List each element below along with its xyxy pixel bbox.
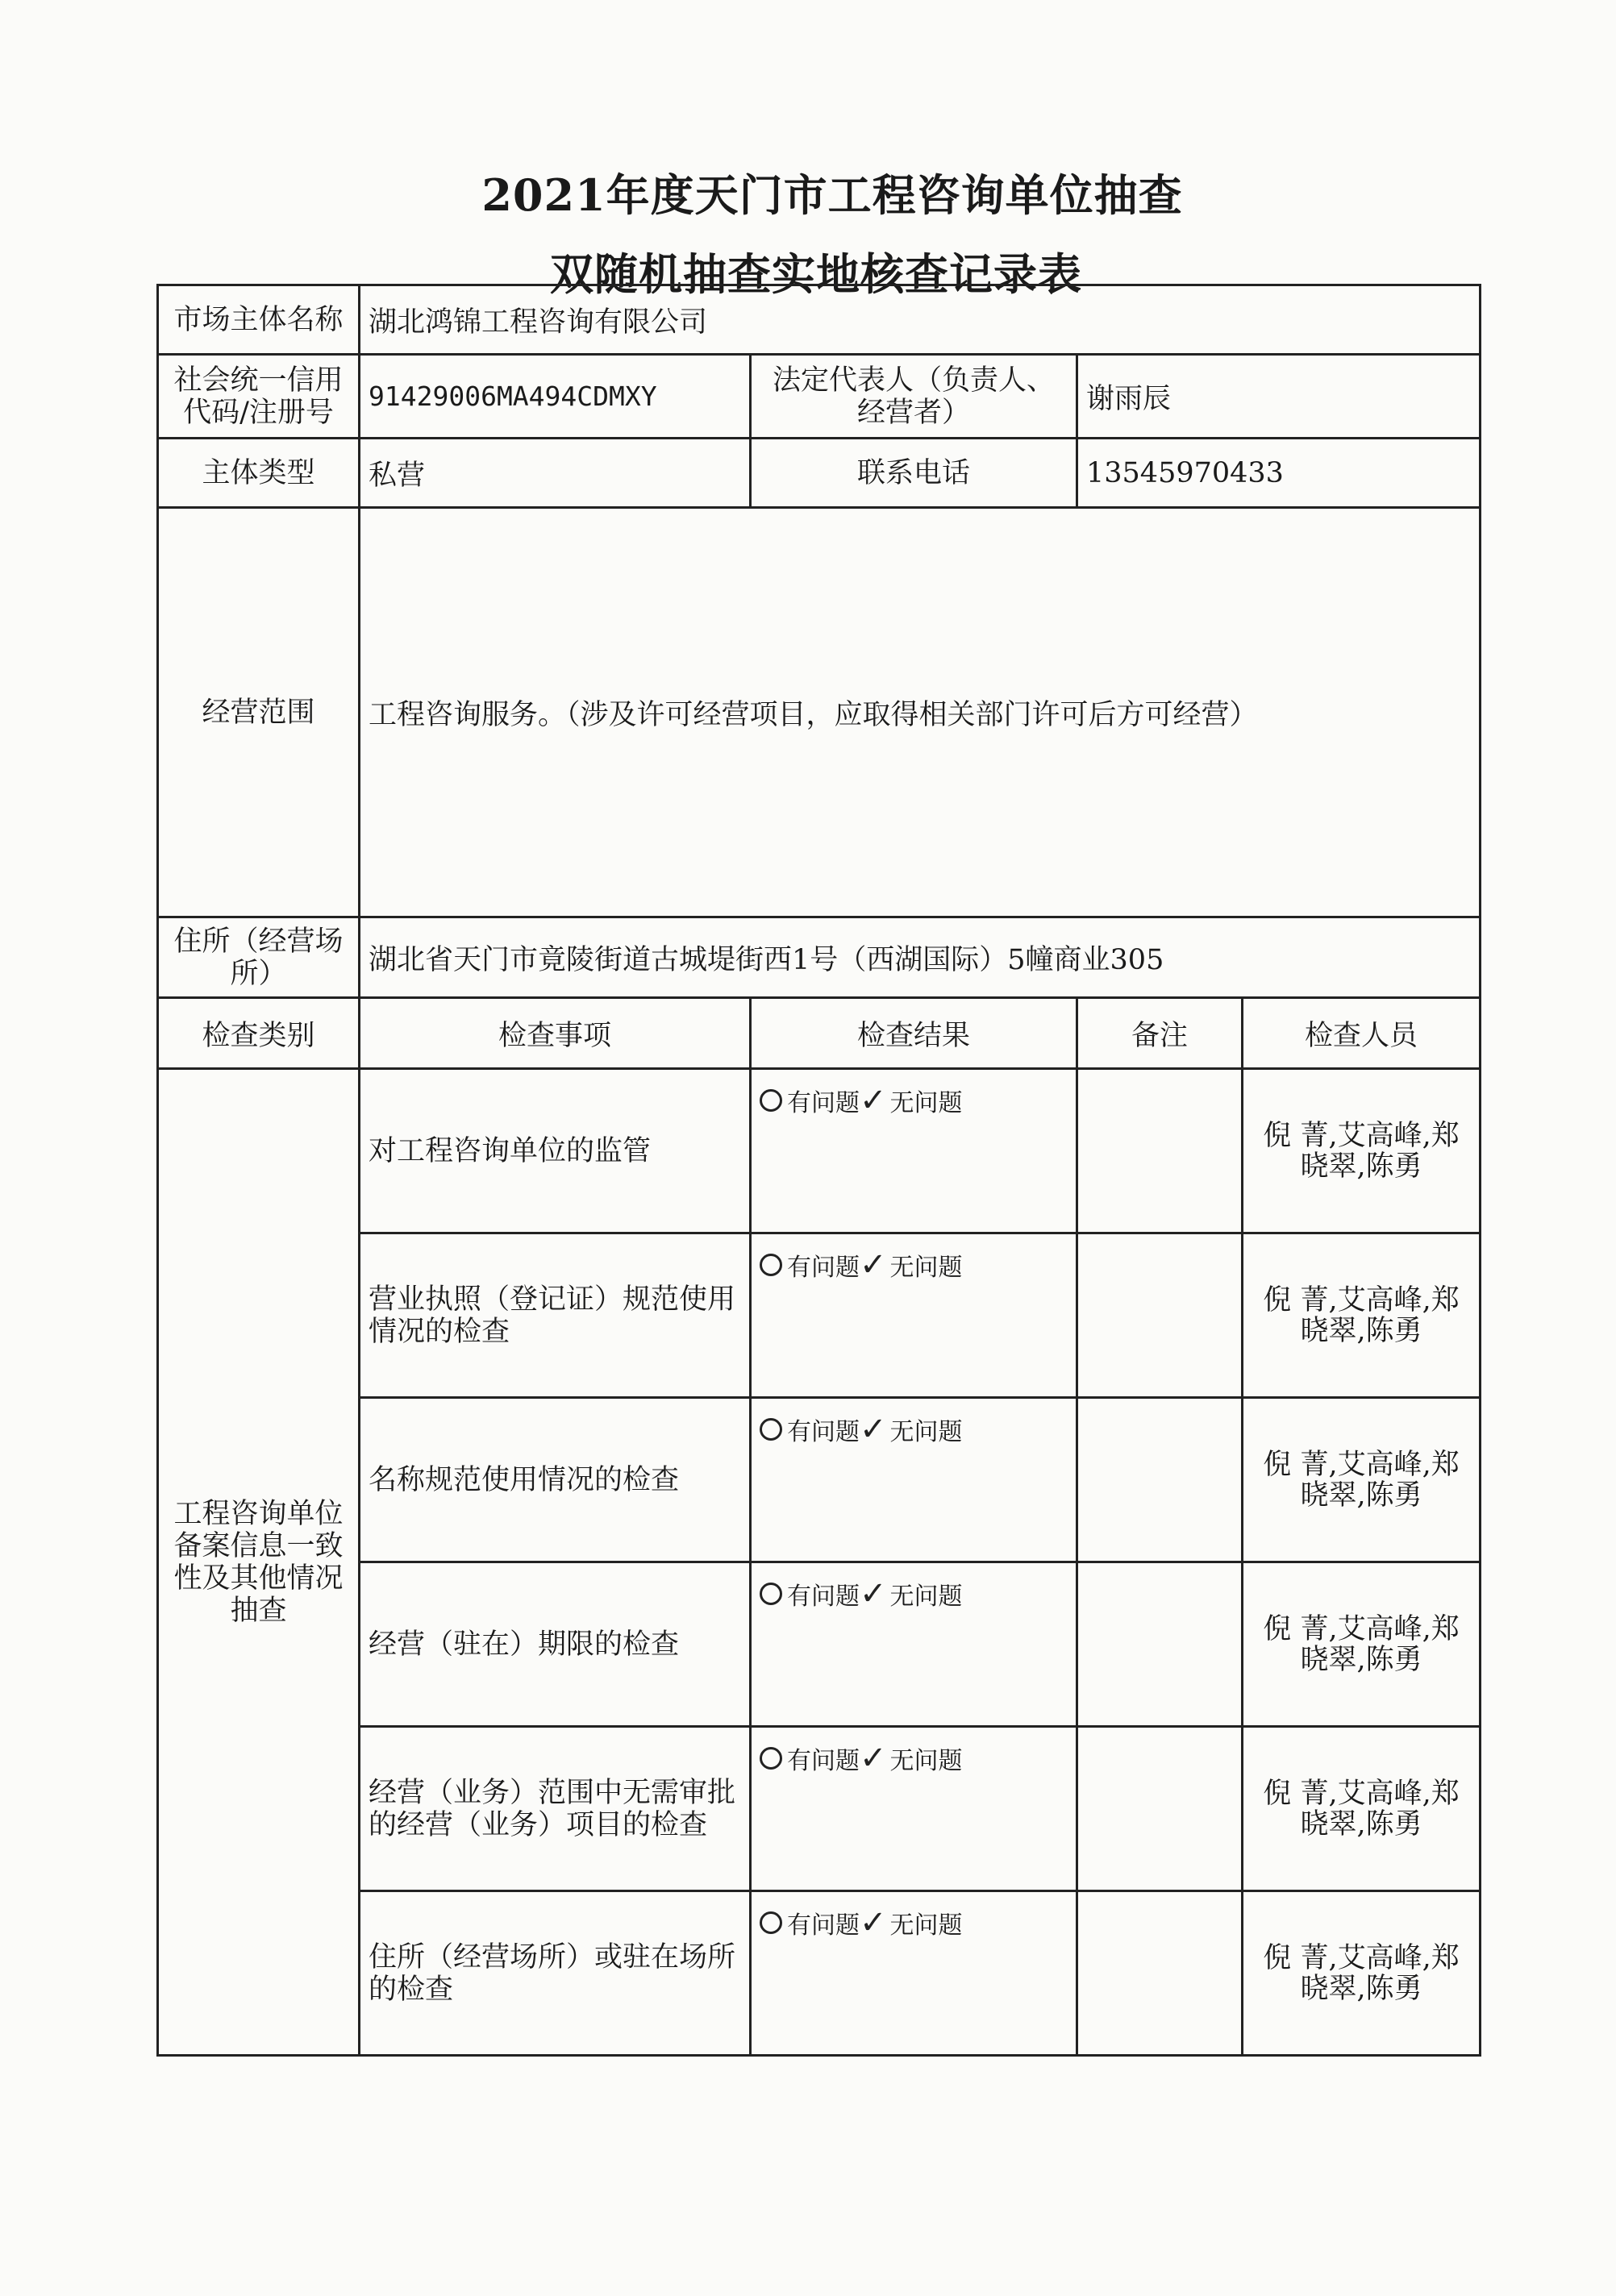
header-inspector: 检查人员 — [1243, 998, 1481, 1069]
check-result — [751, 1398, 1077, 1562]
has-issue-option: 有问题 — [787, 1418, 860, 1446]
form-subtitle: 双随机抽查实地核查记录表 — [550, 248, 1082, 300]
header-item: 检查事项 — [360, 998, 751, 1069]
check-result — [751, 1069, 1077, 1233]
phone-value: 13545970433 — [1077, 439, 1481, 508]
table-row — [158, 355, 1481, 439]
inspector-names: 倪 菁,艾高峰,郑晓翠,陈勇 — [1243, 1891, 1481, 2056]
no-issue-option: 无问题 — [889, 1254, 963, 1282]
table-row — [158, 285, 1481, 355]
checkmark-icon: ✓ — [860, 1575, 887, 1612]
address-value: 湖北省天门市竟陵街道古城堤街西1号（西湖国际）5幢商业305 — [360, 917, 1481, 998]
check-result — [751, 1562, 1077, 1727]
check-result — [751, 1727, 1077, 1891]
circle-icon — [760, 1747, 782, 1770]
checkmark-icon: ✓ — [860, 1246, 887, 1283]
check-item: 名称规范使用情况的检查 — [360, 1398, 751, 1562]
credit-code-value: 91429006MA494CDMXY — [360, 355, 751, 439]
circle-icon — [760, 1254, 782, 1276]
check-item: 经营（驻在）期限的检查 — [360, 1562, 751, 1727]
circle-icon — [760, 1418, 782, 1441]
no-issue-option: 无问题 — [889, 1911, 963, 1940]
legal-rep-label: 法定代表人（负责人、经营者） — [751, 355, 1077, 439]
scope-value: 工程咨询服务。（涉及许可经营项目，应取得相关部门许可后方可经营） — [360, 508, 1481, 917]
has-issue-option: 有问题 — [787, 1747, 860, 1775]
has-issue-option: 有问题 — [787, 1254, 860, 1282]
remark-cell — [1077, 1727, 1243, 1891]
table-header-row — [158, 998, 1481, 1069]
no-issue-option: 无问题 — [889, 1747, 963, 1775]
inspector-names: 倪 菁,艾高峰,郑晓翠,陈勇 — [1243, 1233, 1481, 1398]
inspector-names: 倪 菁,艾高峰,郑晓翠,陈勇 — [1243, 1069, 1481, 1233]
check-result — [751, 1233, 1077, 1398]
remark-cell — [1077, 1233, 1243, 1398]
market-entity-label: 市场主体名称 — [158, 285, 360, 355]
has-issue-option: 有问题 — [787, 1583, 860, 1611]
table-row — [158, 917, 1481, 998]
inspector-names: 倪 菁,艾高峰,郑晓翠,陈勇 — [1243, 1727, 1481, 1891]
circle-icon — [760, 1583, 782, 1605]
table-row — [158, 1069, 1481, 1233]
no-issue-option: 无问题 — [889, 1418, 963, 1446]
no-issue-option: 无问题 — [889, 1089, 963, 1117]
category-cell: 工程咨询单位备案信息一致性及其他情况抽查 — [158, 1069, 360, 2056]
circle-icon — [760, 1911, 782, 1934]
header-category: 检查类别 — [158, 998, 360, 1069]
checkmark-icon: ✓ — [860, 1082, 887, 1119]
table-row — [158, 508, 1481, 917]
legal-rep-value: 谢雨辰 — [1077, 355, 1481, 439]
checkmark-icon: ✓ — [860, 1411, 887, 1448]
form-title: 2021年度天门市工程咨询单位抽查 — [481, 169, 1183, 221]
remark-cell — [1077, 1398, 1243, 1562]
check-result — [751, 1891, 1077, 2056]
check-item: 住所（经营场所）或驻在场所的检查 — [360, 1891, 751, 2056]
entity-type-label: 主体类型 — [158, 439, 360, 508]
remark-cell — [1077, 1562, 1243, 1727]
table-row — [158, 439, 1481, 508]
scope-label: 经营范围 — [158, 508, 360, 917]
address-label: 住所（经营场所） — [158, 917, 360, 998]
check-item: 营业执照（登记证）规范使用情况的检查 — [360, 1233, 751, 1398]
no-issue-option: 无问题 — [889, 1583, 963, 1611]
remark-cell — [1077, 1069, 1243, 1233]
credit-code-label: 社会统一信用代码/注册号 — [158, 355, 360, 439]
market-entity-value: 湖北鸿锦工程咨询有限公司 — [360, 285, 1481, 355]
check-item: 对工程咨询单位的监管 — [360, 1069, 751, 1233]
entity-type-value: 私营 — [360, 439, 751, 508]
inspector-names: 倪 菁,艾高峰,郑晓翠,陈勇 — [1243, 1398, 1481, 1562]
phone-label: 联系电话 — [751, 439, 1077, 508]
checkmark-icon: ✓ — [860, 1740, 887, 1777]
check-item: 经营（业务）范围中无需审批的经营（业务）项目的检查 — [360, 1727, 751, 1891]
inspector-names: 倪 菁,艾高峰,郑晓翠,陈勇 — [1243, 1562, 1481, 1727]
inspection-record-table — [156, 284, 1481, 2057]
remark-cell — [1077, 1891, 1243, 2056]
header-result: 检查结果 — [751, 998, 1077, 1069]
has-issue-option: 有问题 — [787, 1089, 860, 1117]
has-issue-option: 有问题 — [787, 1911, 860, 1940]
circle-icon — [760, 1089, 782, 1112]
checkmark-icon: ✓ — [860, 1904, 887, 1941]
header-remark: 备注 — [1077, 998, 1243, 1069]
